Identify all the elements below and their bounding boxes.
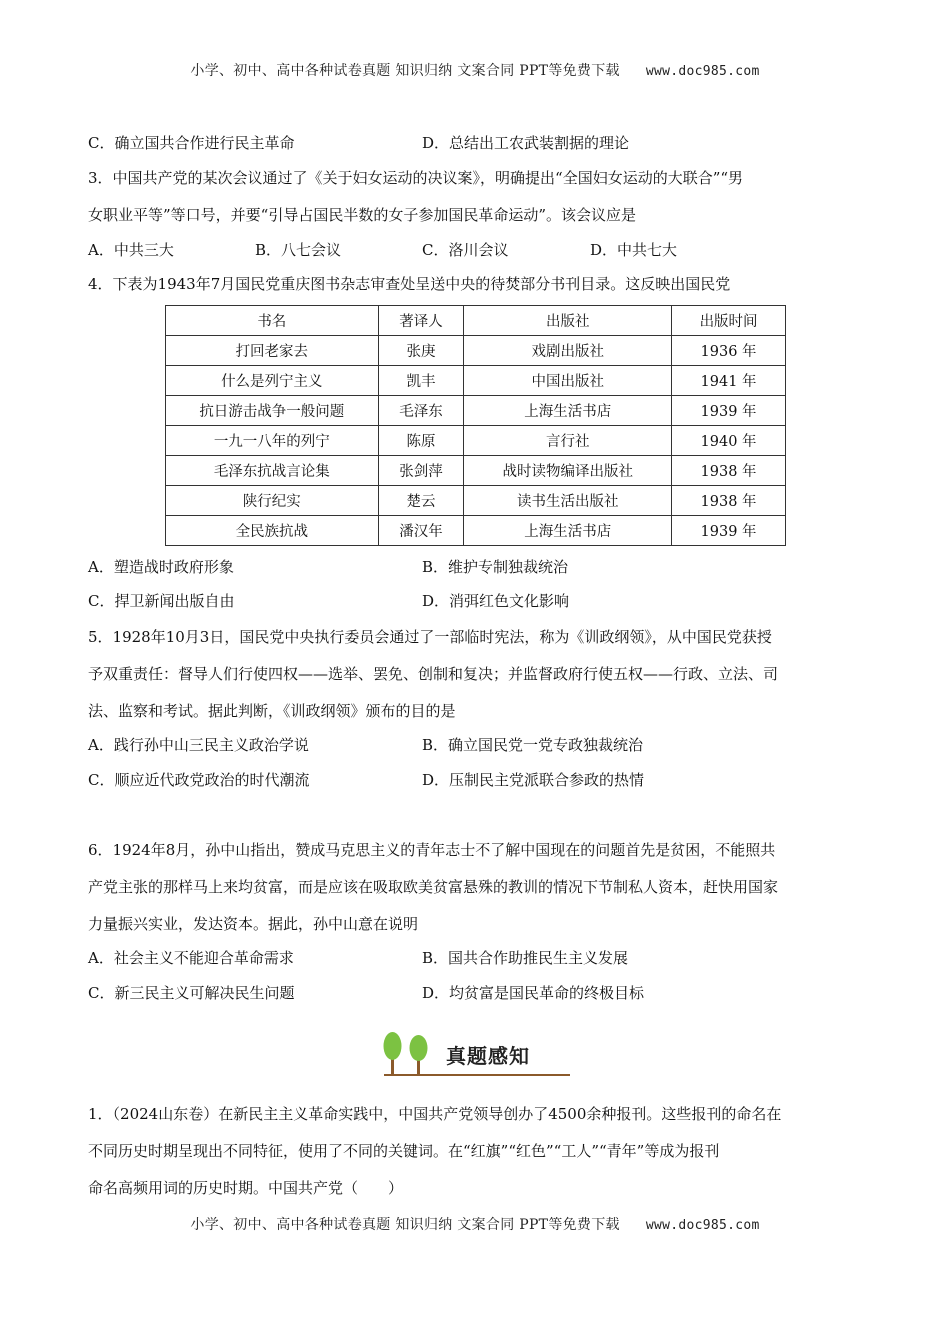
header-cell: 书名 [166, 306, 379, 336]
book-publisher: 中国出版社 [464, 366, 672, 396]
q4-option-d: D．消弭红色文化影响 [422, 592, 570, 610]
q5-option-c: C．顺应近代政党政治的时代潮流 [88, 771, 310, 789]
q5-option-a: A．践行孙中山三民主义政治学说 [88, 736, 309, 754]
q4-stem-line1: 4．下表为1943年7月国民党重庆图书杂志审查处呈送中央的待焚部分书刊目录。这反映出国民党 [88, 275, 731, 293]
table-row [166, 426, 786, 456]
book-publisher: 上海生活书店 [464, 516, 672, 546]
book-publisher: 言行社 [464, 426, 672, 456]
banner-underline [384, 1074, 570, 1076]
q3-option-c: C．洛川会议 [422, 241, 509, 259]
book-title: 全民族抗战 [166, 516, 379, 546]
book-publisher: 战时读物编译出版社 [464, 456, 672, 486]
real1-stem-line3: 命名高频用词的历史时期。中国共产党（ ） [88, 1179, 404, 1197]
q5-stem-line3: 法、监察和考试。据此判断，《训政纲领》颁布的目的是 [88, 702, 456, 720]
table-row [166, 366, 786, 396]
book-title: 一九一八年的列宁 [166, 426, 379, 456]
q6-option-a: A．社会主义不能迎合革命需求 [88, 949, 294, 967]
book-title: 毛泽东抗战言论集 [166, 456, 379, 486]
book-year: 1941 年 [672, 366, 786, 396]
header-url[interactable]: www.doc985.com [645, 64, 760, 79]
table-row [166, 486, 786, 516]
book-year: 1940 年 [672, 426, 786, 456]
book-year: 1938 年 [672, 486, 786, 516]
book-year: 1939 年 [672, 516, 786, 546]
table-row [166, 456, 786, 486]
table-row [166, 516, 786, 546]
q6-option-d: D．均贫富是国民革命的终极目标 [422, 984, 645, 1002]
table-row [166, 336, 786, 366]
real1-stem-line2: 不同历史时期呈现出不同特征，使用了不同的关键词。在“红旗”“红色”“工人”“青年”等成为报刊 [88, 1142, 720, 1160]
book-year: 1939 年 [672, 396, 786, 426]
q3-option-a: A．中共三大 [88, 241, 174, 259]
footer-text: 小学、初中、高中各种试卷真题 知识归纳 文案合同 PPT等免费下载 [190, 1217, 620, 1233]
book-author: 张庚 [378, 336, 464, 366]
header-text: 小学、初中、高中各种试卷真题 知识归纳 文案合同 PPT等免费下载 [190, 63, 620, 79]
book-title: 陕行纪实 [166, 486, 379, 516]
real1-stem-line1: 1．（2024山东卷）在新民主主义革命实践中，中国共产党领导创办了4500余种报刊。这些报刊的命名在 [88, 1105, 782, 1123]
header-cell: 著译人 [378, 306, 464, 336]
q3-option-b: B．八七会议 [255, 241, 342, 259]
book-author: 潘汉年 [378, 516, 464, 546]
q2-option-c: C．确立国共合作进行民主革命 [88, 134, 295, 152]
tree-icon [380, 1030, 440, 1078]
q2-option-d: D．总结出工农武装割据的理论 [422, 134, 630, 152]
q3-stem-line1: 3．中国共产党的某次会议通过了《关于妇女运动的决议案》，明确提出“全国妇女运动的大联合”“男 [88, 169, 744, 187]
q6-stem-line3: 力量振兴实业，发达资本。据此，孙中山意在说明 [88, 915, 419, 933]
book-author: 楚云 [378, 486, 464, 516]
section-banner [380, 1030, 570, 1080]
section-title: 真题感知 [446, 1044, 530, 1068]
footer-url[interactable]: www.doc985.com [645, 1218, 760, 1233]
header-cell: 出版时间 [672, 306, 786, 336]
q6-stem-line2: 产党主张的那样马上来均贫富，而是应该在吸取欧美贫富悬殊的教训的情况下节制私人资本，赶快用国家 [88, 878, 779, 896]
q5-option-d: D．压制民主党派联合参政的热情 [422, 771, 645, 789]
q4-option-c: C．捍卫新闻出版自由 [88, 592, 235, 610]
q5-stem-line2: 予双重责任：督导人们行使四权——选举、罢免、创制和复决；并监督政府行使五权——行政、立法、司 [88, 665, 779, 683]
q6-option-c: C．新三民主义可解决民生问题 [88, 984, 295, 1002]
q5-stem-line1: 5．1928年10月3日，国民党中央执行委员会通过了一部临时宪法，称为《训政纲领》，从中国民党获授 [88, 628, 772, 646]
table-row [166, 396, 786, 426]
book-author: 陈原 [378, 426, 464, 456]
header-cell: 出版社 [464, 306, 672, 336]
table-header-row [166, 306, 786, 336]
book-title: 抗日游击战争一般问题 [166, 396, 379, 426]
book-author: 张剑萍 [378, 456, 464, 486]
q6-stem-line1: 6．1924年8月，孙中山指出，赞成马克思主义的青年志士不了解中国现在的问题首先是贫困，不能照共 [88, 841, 776, 859]
book-publisher: 上海生活书店 [464, 396, 672, 426]
q6-option-b: B．国共合作助推民生主义发展 [422, 949, 629, 967]
q5-option-b: B．确立国民党一党专政独裁统治 [422, 736, 644, 754]
q3-option-d: D．中共七大 [590, 241, 678, 259]
q4-option-b: B．维护专制独裁统治 [422, 558, 569, 576]
book-list-table [165, 305, 786, 546]
page-footer [0, 1214, 950, 1234]
q4-option-a: A．塑造战时政府形象 [88, 558, 234, 576]
book-publisher: 读书生活出版社 [464, 486, 672, 516]
book-title: 什么是列宁主义 [166, 366, 379, 396]
book-publisher: 戏剧出版社 [464, 336, 672, 366]
book-author: 毛泽东 [378, 396, 464, 426]
q3-stem-line2: 女职业平等”等口号，并要“引导占国民半数的女子参加国民革命运动”。该会议应是 [88, 206, 637, 224]
page-header [0, 60, 950, 80]
book-author: 凯丰 [378, 366, 464, 396]
book-year: 1936 年 [672, 336, 786, 366]
book-title: 打回老家去 [166, 336, 379, 366]
book-year: 1938 年 [672, 456, 786, 486]
